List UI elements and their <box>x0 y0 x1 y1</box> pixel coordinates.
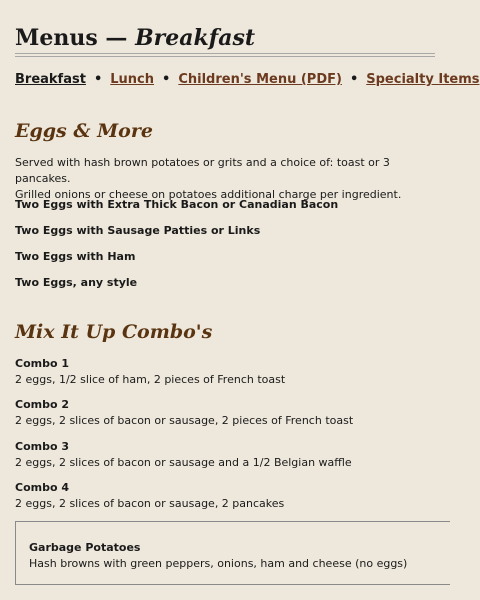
eggs-intro <box>15 155 435 203</box>
nav-link-lunch[interactable]: Lunch <box>110 72 155 87</box>
eggs-intro-line: Served with hash brown potatoes or grits and a choice of: toast or 3 pancakes. <box>15 156 390 185</box>
featured-item-box <box>15 521 450 585</box>
menu-item: Two Eggs with Ham <box>15 250 136 263</box>
nav-separator: • <box>93 72 103 87</box>
combo-item <box>15 397 353 429</box>
combo-item <box>15 439 352 471</box>
nav-link-breakfast[interactable]: Breakfast <box>15 72 86 87</box>
combo-desc: 2 eggs, 2 slices of bacon or sausage, 2 pieces of French toast <box>15 414 354 427</box>
combo-desc: 2 eggs, 2 slices of bacon or sausage and a 1/2 Belgian waffle <box>15 456 352 469</box>
combo-item <box>15 480 284 512</box>
menu-item: Two Eggs with Extra Thick Bacon or Canadian Bacon <box>15 198 339 211</box>
combo-name: Combo 2 <box>15 398 70 411</box>
combo-name: Combo 1 <box>15 357 70 370</box>
menu-item: Two Eggs, any style <box>15 276 138 289</box>
featured-item-name: Garbage Potatoes <box>29 541 141 554</box>
combo-name: Combo 3 <box>15 440 70 453</box>
combo-name: Combo 4 <box>15 481 70 494</box>
nav-link-childrens-menu[interactable]: Children's Menu (PDF) <box>178 72 342 87</box>
page-title <box>15 25 255 51</box>
page-title-sub: Breakfast <box>135 25 256 51</box>
combos-heading: Mix It Up Combo's <box>15 321 213 343</box>
menu-nav <box>15 72 480 87</box>
nav-separator: • <box>349 72 359 87</box>
combo-desc: 2 eggs, 2 slices of bacon or sausage, 2 pancakes <box>15 497 285 510</box>
eggs-intro-line: Grilled onions or cheese on potatoes additional charge per ingredient. <box>15 188 402 201</box>
title-divider <box>15 53 435 57</box>
nav-separator: • <box>162 72 171 87</box>
page-title-main: Menus — <box>15 25 128 51</box>
featured-item-desc: Hash browns with green peppers, onions, ham and cheese (no eggs) <box>29 557 408 570</box>
combo-item <box>15 356 285 388</box>
menu-item: Two Eggs with Sausage Patties or Links <box>15 224 261 237</box>
eggs-heading: Eggs & More <box>15 120 153 142</box>
combo-desc: 2 eggs, 1/2 slice of ham, 2 pieces of French toast <box>15 373 286 386</box>
nav-link-specialty-items[interactable]: Specialty Items <box>366 72 480 87</box>
